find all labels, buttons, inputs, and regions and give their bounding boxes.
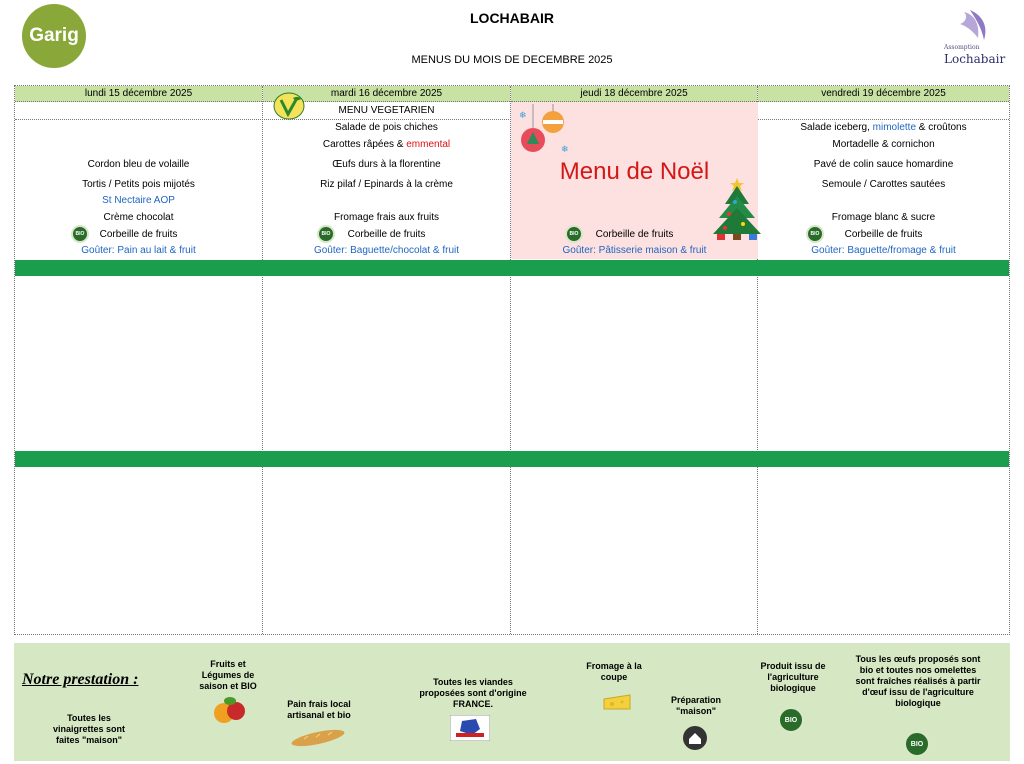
- monday-fruit: Corbeille de fruits: [99, 229, 178, 240]
- friday-starter1-cheese: mimolette: [872, 122, 917, 133]
- tuesday-starter2-cheese: emmental: [406, 139, 451, 150]
- page-subtitle: MENUS DU MOIS DE DECEMBRE 2025: [411, 54, 613, 66]
- lochabair-logo: [940, 8, 1004, 68]
- monday-cheese: St Nectaire AOP: [102, 195, 175, 206]
- footer-produit-bio: Produit issu de l'agriculture biologique: [760, 661, 826, 693]
- lochabair-logo-small: Assomption: [944, 44, 980, 51]
- bio-badge-icon: BIO: [904, 731, 930, 757]
- monday-dessert: Crème chocolat: [103, 212, 174, 223]
- fait-maison-icon: [682, 725, 708, 751]
- day-cell-friday: [758, 86, 1009, 261]
- footer-fruits: Fruits et Légumes de saison et BIO: [199, 659, 257, 691]
- monday-main: Cordon bleu de volaille: [87, 159, 190, 170]
- footer-prestation: [14, 643, 1010, 761]
- bio-badge-icon: BIO: [317, 225, 335, 243]
- footer-oeufs: Tous les œufs proposés sont bio et toutes nos omelettes sont fraîches réalisés à partir d'œuf issu de l'agriculture biologique: [855, 654, 981, 708]
- fruits-icon: [212, 693, 248, 725]
- friday-starter1-c: & croûtons: [916, 122, 967, 133]
- page-title: LOCHABAIR: [470, 10, 554, 26]
- garig-logo: Garig: [22, 4, 86, 68]
- friday-main: Pavé de colin sauce homardine: [813, 159, 954, 170]
- svg-text:❄: ❄: [561, 144, 569, 154]
- day-header-monday: lundi 15 décembre 2025: [15, 86, 262, 102]
- vegetarian-menu-label: MENU VEGETARIEN: [338, 105, 435, 116]
- friday-starter1-a: Salade iceberg,: [800, 122, 873, 133]
- tuesday-fruit: Corbeille de fruits: [347, 229, 426, 240]
- day-cell-tuesday: [263, 86, 510, 261]
- baguette-icon: [290, 727, 346, 749]
- monday-gouter: Goûter: Pain au lait & fruit: [81, 245, 196, 256]
- bio-badge-icon: BIO: [71, 225, 89, 243]
- notre-prestation-title: Notre prestation :: [22, 671, 139, 688]
- bird-logo-icon: [940, 8, 1004, 44]
- cheese-icon: [602, 691, 632, 711]
- menu-grid: [14, 85, 1010, 635]
- footer-preparation: Préparation "maison": [670, 695, 721, 716]
- tuesday-starter2: [263, 139, 510, 151]
- week-separator: [15, 260, 1009, 276]
- tuesday-side: Riz pilaf / Epinards à la crème: [320, 179, 453, 190]
- christmas-menu-title: Menu de Noël: [559, 158, 710, 185]
- footer-fromage: Fromage à la coupe: [586, 661, 642, 682]
- friday-side: Semoule / Carottes sautées: [821, 179, 946, 190]
- viandes-de-france-icon: [450, 715, 490, 741]
- footer-pain: Pain frais local artisanal et bio: [287, 699, 351, 720]
- lochabair-logo-text: Lochabair: [944, 52, 1006, 66]
- monday-side: Tortis / Petits pois mijotés: [82, 179, 195, 190]
- christmas-ornaments-icon: [513, 104, 573, 164]
- tuesday-starter2-text: Carottes râpées &: [322, 139, 407, 150]
- thursday-fruit: Corbeille de fruits: [595, 229, 674, 240]
- friday-dessert: Fromage blanc & sucre: [831, 212, 936, 223]
- tuesday-gouter: Goûter: Baguette/chocolat & fruit: [313, 245, 460, 256]
- tuesday-dessert: Fromage frais aux fruits: [333, 212, 440, 223]
- svg-text:❄: ❄: [519, 110, 527, 120]
- bio-badge-icon: BIO: [778, 707, 804, 733]
- day-header-thursday: jeudi 18 décembre 2025: [511, 86, 757, 102]
- week-separator: [15, 451, 1009, 467]
- friday-gouter: Goûter: Baguette/fromage & fruit: [811, 245, 956, 256]
- day-header-friday: vendredi 19 décembre 2025: [758, 86, 1009, 102]
- day-header-tuesday: mardi 16 décembre 2025: [263, 86, 510, 102]
- bio-badge-icon: BIO: [806, 225, 824, 243]
- friday-fruit: Corbeille de fruits: [844, 229, 923, 240]
- footer-viandes: Toutes les viandes proposées sont d'origine FRANCE.: [419, 677, 527, 709]
- bio-badge-icon: BIO: [565, 225, 583, 243]
- footer-vinaigrettes: Toutes les vinaigrettes sont faites "maison": [52, 713, 126, 745]
- thursday-gouter: Goûter: Pâtisserie maison & fruit: [562, 245, 707, 256]
- day-cell-monday: [15, 86, 262, 261]
- day-cell-thursday: [511, 102, 758, 259]
- tuesday-starter1: Salade de pois chiches: [335, 122, 438, 133]
- friday-starter2: Mortadelle & cornichon: [832, 139, 935, 150]
- tuesday-main: Œufs durs à la florentine: [332, 159, 441, 170]
- friday-starter1: [758, 122, 1009, 134]
